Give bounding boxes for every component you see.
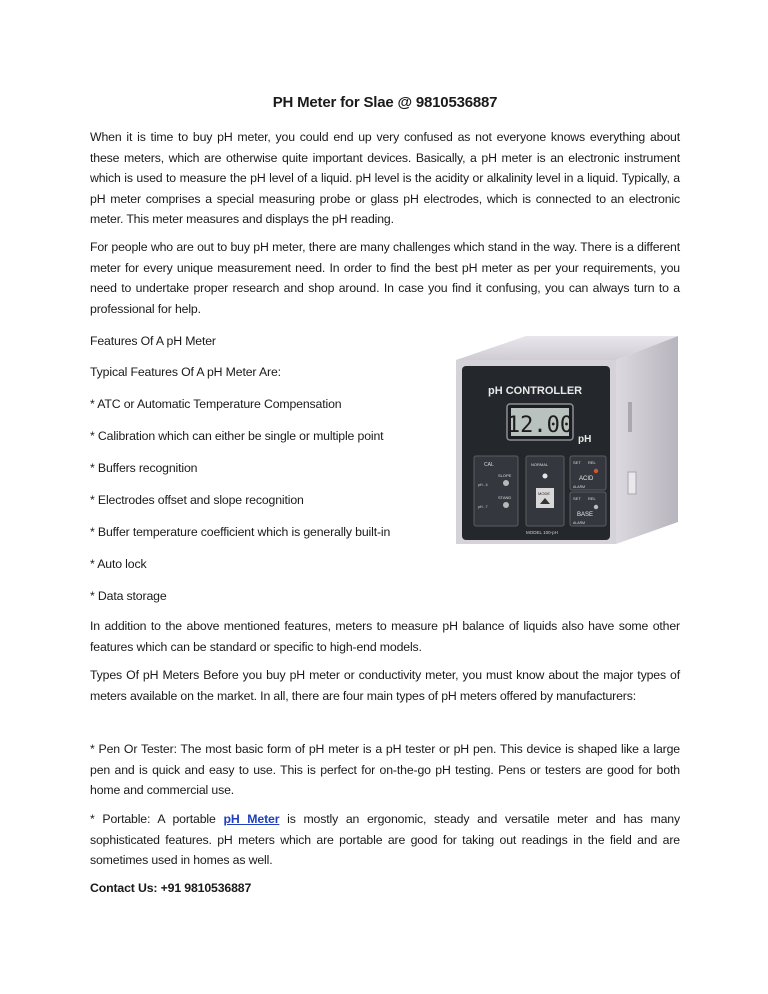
ph-controller-image xyxy=(366,332,680,544)
feature-item: * Data storage xyxy=(90,589,167,603)
base-rel-label: REL xyxy=(588,496,596,501)
feature-item: * Auto lock xyxy=(90,557,147,571)
ph7-label: pH - 7 xyxy=(478,505,488,509)
cal-label: CAL xyxy=(484,462,494,468)
lcd-reading: 12.00 xyxy=(506,413,574,438)
additional-features-paragraph: In addition to the above mentioned features, meters to measure pH balance of liquids also have some other features which can be standard or specific to high-end models. xyxy=(90,619,680,654)
feature-item: * ATC or Automatic Temperature Compensation xyxy=(90,397,342,411)
feature-item: * Buffer temperature coefficient which is generally built-in xyxy=(90,525,391,539)
ph4-label: pH - 4 xyxy=(478,483,488,487)
acid-label: ACID xyxy=(579,476,594,482)
stand-knob[interactable] xyxy=(503,502,509,508)
challenges-paragraph: For people who are out to buy pH meter, there are many challenges which stand in the way. There is a different meter for every unique measurement need. In order to find the best pH meter as per your requirements, you need to undertake proper research and shop around. In case you find it confusing, you can always turn to a professional for help. xyxy=(90,240,680,316)
base-set-label: SET xyxy=(573,496,581,501)
base-alarm-label: ALARM xyxy=(573,521,586,525)
portable-text-end: is mostly an ergonomic, steady and versatile meter and has many sophisticated features. pH meters which are portable are good for taking out readings in the field and are sometimes used in homes as well. xyxy=(90,812,680,868)
portable-text-start: * Portable: A portable xyxy=(90,812,224,826)
portable-paragraph xyxy=(90,809,680,871)
ph-unit-label: pH xyxy=(578,434,592,445)
intro-paragraph: When it is time to buy pH meter, you could end up very confused as not everyone knows everything about these meters, which are otherwise quite important devices. Basically, a pH meter is an electronic instrument which is used to measure the pH level of a liquid. pH level is the acidity or alkalinity level in a liquid. Typically, a pH meter comprises a special measuring probe or glass pH electrodes, which is connected to an electronic meter. This meter measures and displays the pH reading. xyxy=(90,130,680,227)
contact-line: Contact Us: +91 9810536887 xyxy=(90,881,252,895)
types-paragraph: Types Of pH Meters Before you buy pH meter or conductivity meter, you must know about the major types of meters available on the market. In all, there are four main types of pH meters offered by manufacturers: xyxy=(90,668,680,703)
controller-label: pH CONTROLLER xyxy=(488,385,583,397)
slope-label: SLOPE xyxy=(498,473,512,478)
model-label: MODEL 100-pH xyxy=(526,530,558,535)
slope-knob[interactable] xyxy=(503,480,509,486)
mode-label: MODE xyxy=(538,491,550,496)
acid-rel-label: REL xyxy=(588,460,596,465)
normal-label: NORMAL xyxy=(531,462,549,467)
base-label: BASE xyxy=(577,512,594,518)
feature-item: * Buffers recognition xyxy=(90,461,198,475)
feature-item: * Electrodes offset and slope recognition xyxy=(90,493,304,507)
pen-tester-paragraph: * Pen Or Tester: The most basic form of pH meter is a pH tester or pH pen. This device is shaped like a large pen and is quick and easy to use. This is perfect for on-the-go pH testing. Pens or testers are good for both home and commercial use. xyxy=(90,742,680,798)
base-led xyxy=(594,505,598,509)
acid-set-label: SET xyxy=(573,460,581,465)
acid-led xyxy=(594,469,598,473)
typical-features-heading: Typical Features Of A pH Meter Are: xyxy=(90,365,281,379)
ph-meter-link[interactable]: pH Meter xyxy=(223,812,280,826)
features-heading: Features Of A pH Meter xyxy=(90,334,216,348)
page-title: PH Meter for Slae @ 9810536887 xyxy=(272,94,498,111)
stand-label: STAND xyxy=(498,495,512,500)
acid-alarm-label: ALARM xyxy=(573,485,586,489)
feature-item: * Calibration which can either be single or multiple point xyxy=(90,429,384,443)
